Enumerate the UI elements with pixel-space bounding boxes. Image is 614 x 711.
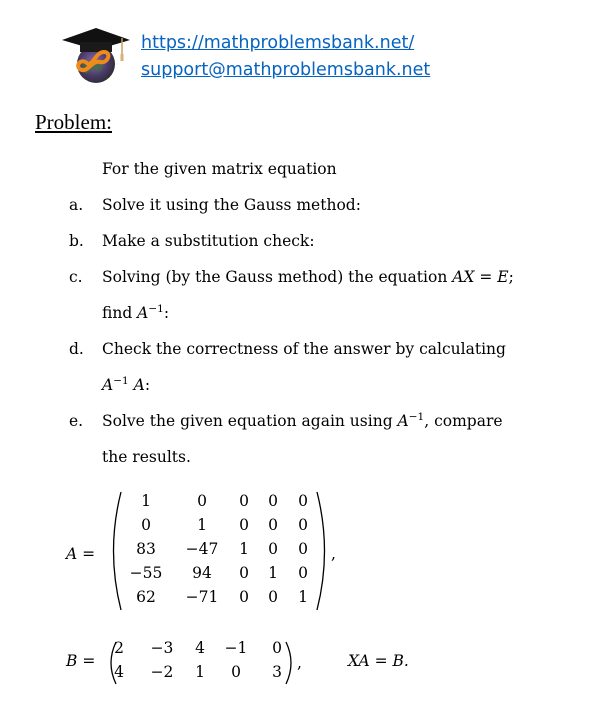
matrix-b-cell: 4 — [114, 663, 124, 681]
matrix-a-cell: 0 — [268, 516, 278, 534]
item-c-line2 — [102, 304, 169, 322]
item-c-line2-sup: −1 — [148, 303, 164, 315]
matrix-a-trail: , — [331, 545, 336, 563]
matrix-a-cell: 0 — [268, 588, 278, 606]
matrix-a-cell: 0 — [239, 492, 249, 510]
matrix-a-cell: 0 — [239, 564, 249, 582]
item-b-text: Make a substitution check: — [102, 232, 315, 250]
matrix-a-cell: 0 — [298, 516, 308, 534]
matrix-a-cell: 1 — [141, 492, 151, 510]
item-e-text-after: , compare — [424, 412, 503, 430]
matrix-b-symbol: B — [66, 652, 78, 670]
matrix-a-symbol: A — [66, 545, 78, 563]
item-c-text — [102, 268, 514, 286]
matrix-b-name: B = — [66, 652, 96, 670]
item-e-sup: −1 — [408, 411, 425, 423]
matrix-a-cell: −55 — [129, 564, 163, 582]
matrix-b-cell: 3 — [272, 663, 282, 681]
site-logo — [60, 24, 132, 86]
matrix-b-trail: , — [297, 654, 302, 672]
matrix-b-cell: 2 — [114, 639, 124, 657]
item-d-line2-after: : — [144, 376, 151, 394]
item-c-math: AX = E — [452, 268, 509, 286]
item-c-line2-math: A — [137, 304, 149, 322]
matrix-b-cell: −3 — [150, 639, 174, 657]
matrix-a-cell: 0 — [298, 492, 308, 510]
matrix-a-cell: 0 — [298, 564, 308, 582]
matrix-a-cell: 1 — [197, 516, 207, 534]
item-e-text-before: Solve the given equation again using — [102, 412, 398, 430]
matrix-a-cell: 1 — [268, 564, 278, 582]
item-e-label: e. — [69, 412, 84, 430]
item-e-math: A — [397, 412, 409, 430]
item-e-line2: the results. — [102, 448, 191, 466]
item-c-text-after: ; — [508, 268, 514, 286]
matrix-b-cell: −1 — [224, 639, 248, 657]
matrix-a-cell: 1 — [239, 540, 249, 558]
item-d-line2-sup: −1 — [113, 375, 129, 387]
item-c-line2-after: : — [163, 304, 170, 322]
matrix-a-cell: 0 — [239, 516, 249, 534]
graduation-cap-globe-icon — [60, 24, 132, 86]
item-b-label: b. — [69, 232, 84, 250]
matrix-a-cell: 1 — [298, 588, 308, 606]
matrix-b-cell: 0 — [272, 639, 282, 657]
matrix-equation: XA = B. — [348, 652, 409, 670]
matrix-a-body — [120, 492, 330, 612]
matrix-a-cell: 0 — [268, 540, 278, 558]
matrix-a-cell: 0 — [298, 540, 308, 558]
item-d-line2-math-a: A — [102, 376, 114, 394]
matrix-a-cell: 62 — [136, 588, 156, 606]
matrix-a-cell: −71 — [185, 588, 219, 606]
item-d-label: d. — [69, 340, 84, 358]
item-d-text: Check the correctness of the answer by calculating — [102, 340, 506, 358]
item-c-line2-before: find — [102, 304, 138, 322]
matrix-b-cell: 1 — [195, 663, 205, 681]
matrix-a-name: A = — [66, 545, 96, 563]
item-d-line2 — [102, 376, 150, 394]
matrix-a-cell: 0 — [268, 492, 278, 510]
matrix-b-cell: −2 — [150, 663, 174, 681]
matrix-b-right-paren — [284, 640, 298, 686]
item-c-text-before: Solving (by the Gauss method) the equation — [102, 268, 453, 286]
website-link[interactable]: https://mathproblemsbank.net/ — [141, 33, 415, 53]
matrix-b-cell: 4 — [195, 639, 205, 657]
matrix-b-cell: 0 — [231, 663, 241, 681]
item-c-label: c. — [69, 268, 83, 286]
matrix-a-cell: 0 — [197, 492, 207, 510]
matrix-a-cell: 94 — [192, 564, 212, 582]
matrix-a-cell: −47 — [185, 540, 219, 558]
matrix-a-cell: 0 — [239, 588, 249, 606]
matrix-a-cell: 0 — [141, 516, 151, 534]
matrix-a-cell: 83 — [136, 540, 156, 558]
matrix-b-body — [112, 639, 292, 687]
item-a-label: a. — [69, 196, 84, 214]
item-e-text — [102, 412, 503, 430]
problem-intro: For the given matrix equation — [102, 160, 337, 178]
support-email-link[interactable]: support@mathproblemsbank.net — [141, 60, 431, 80]
problem-heading: Problem: — [35, 110, 112, 134]
item-d-line2-math-b: A — [128, 376, 145, 394]
item-a-text: Solve it using the Gauss method: — [102, 196, 361, 214]
